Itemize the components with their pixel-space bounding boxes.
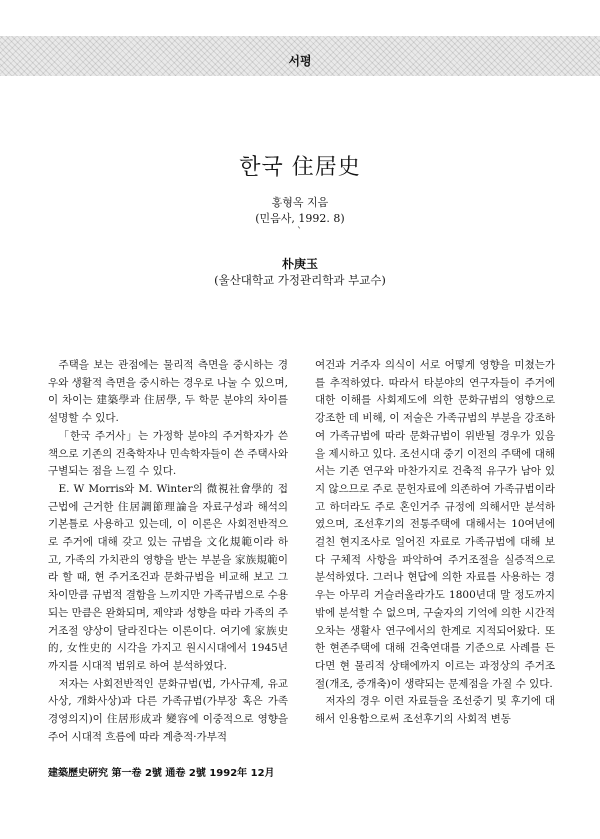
body-paragraph: 여건과 거주자 의식이 서로 어떻게 영향을 미쳤는가를 추적하였다. 따라서 타분야의 연구자들이 주거에 대한 이해를 사회제도에 의한 문화규범의 영향으로 강조한 데 비해, 이 저술은 가족규범의 부분을 강조하여 가족규범에 따라 문화규범이 위반될 경우가 있음을 제시하고 있다. 조선시대 중기 이전의 주택에 대해서는 기존 연구와 마찬가지로 건축적 유구가 남아 있지 않으므로 주로 문헌자료에 의존하여 가족규범이라고 하더라도 주로 혼인거주 규정에 의해서만 분석하였으며, 조선후기의 전통주택에 대해서는 10여년에 걸친 현지조사로 일어진 자료로 가족규범에 대해 보다 구체적 사항을 파악하여 주거조절을 실증적으로 분석하였다. 그러나 현답에 의한 자료를 사용하는 경우는 아무리 거슬러올라가도 1800년대 말 정도까지 밖에 분석할 수 없으며, 구술자의 기억에 의한 시간적 오차는 생활사 연구에서의 한계로 지적되어왔다. 또한 현존주택에 대해 건축연대를 기준으로 사례를 든다면 현 물리적 상태에까지 이르는 과정상의 주거조절(개조, 증개축)이 생략되는 문제점을 가질 수 있다.: [315, 359, 555, 690]
body-paragraph: 저자는 사회전반적인 문화규범(법, 가사규제, 유교사상, 개화사상)과 다른 가족규범(가부장 혹은 가족 경영의지)이 住居形成과 變容에 이중적으로 영향을 주어 시대적 흐름에 따라 계층적·가부적: [48, 677, 288, 743]
reviewer-name: 朴庚玉: [281, 257, 318, 271]
book-publication: (민음사, 1992. 8): [255, 212, 345, 225]
section-label: 서평: [288, 54, 312, 68]
body-column-left: [48, 357, 288, 746]
book-author: 홍형옥 지음: [271, 196, 329, 209]
journal-footer: 建築歷史硏究 第一卷 2號 通卷 2號 1992年 12月: [48, 768, 275, 779]
body-paragraph: 주택을 보는 관점에는 물리적 측면을 중시하는 경우와 생활적 측면을 중시하는 경우로 나눌 수 있으며, 이 차이는 建築學과 住居學, 두 학문 분야의 차이를 설명할 수 있다.: [48, 359, 288, 425]
body-column-right: [315, 357, 555, 729]
book-title: 한국 住居史: [239, 155, 361, 180]
body-paragraph: 저자의 경우 이런 자료들을 조선중기 및 후기에 대해서 인용함으로써 조선후기의 사회적 변동: [315, 695, 555, 726]
body-paragraph: E. W Morris와 M. Winter의 微視社會學的 접근법에 근거한 住居調節理論을 자료구성과 해석의 기본틀로 사용하고 있는데, 이 이론은 사회전반적으로 주거에 대해 갖고 있는 규범을 文化規範이라 하고, 가족의 가치관의 영향을 받는 부분을 家族規範이라 할 때, 현 주거조건과 문화규범을 비교해 보고 그 차이만큼 규범적 결함을 느끼지만 가족규범으로 수용되는 만큼은 완화되며, 제약과 성향을 따라 가족의 주거조절 양상이 달라진다는 이론이다. 여기에 家族史的, 女性史的 시각을 가지고 원시시대에서 1945년까지를 시대적 범위로 하여 분석하였다.: [48, 482, 288, 672]
tick-mark: `: [297, 227, 302, 238]
reviewer-affiliation: (울산대학교 가정관리학과 부교수): [214, 273, 386, 287]
body-paragraph: 「한국 주거사」는 가정학 분야의 주거학자가 쓴 책으로 기존의 건축학자나 민속학자들이 쓴 주택사와 구별되는 점을 느낄 수 있다.: [48, 429, 288, 478]
